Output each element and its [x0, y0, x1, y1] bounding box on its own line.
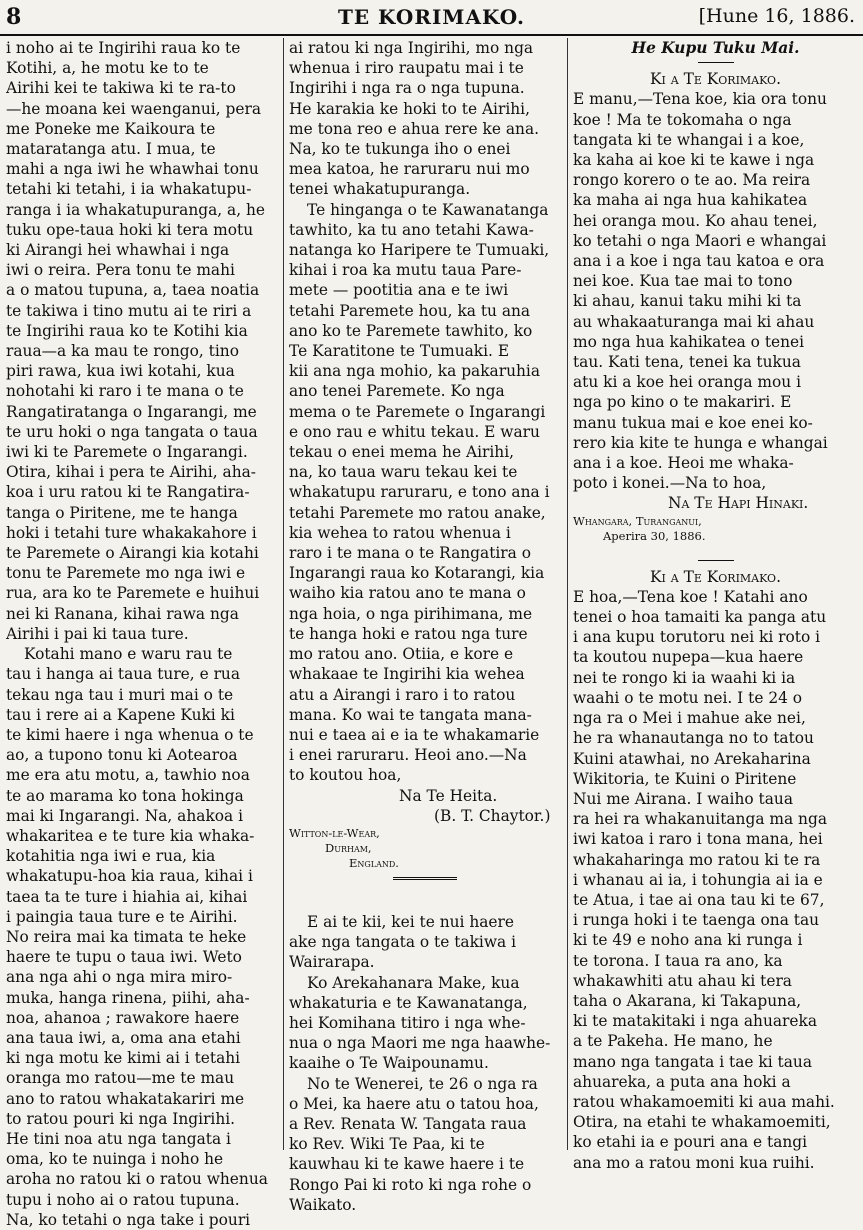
text-line: ano to ratou whakatakariri me: [6, 1089, 245, 1108]
letter-place: Whangara, Turanganui,: [573, 513, 702, 528]
text-line: ana i a koe. Heoi me whaka-: [573, 454, 794, 473]
column-divider: [567, 38, 568, 1150]
letter-addressee: Ki a Te Korimako.: [650, 567, 781, 586]
text-line: tetahi ki tetahi, i ia whakatupu-: [6, 180, 252, 199]
text-line: nei te rongo ki ia waahi ki ia: [573, 668, 796, 687]
text-line: ka kaha ai koe ki te kawe i nga: [573, 151, 815, 170]
text-line: ake nga tangata o te takiwa i: [289, 933, 517, 952]
text-line: noa, ahanoa ; rawakore haere: [6, 1008, 240, 1027]
text-line: Otira, kihai i pera te Airihi, aha-: [6, 463, 256, 482]
signature-fullname: (B. T. Chaytor.): [434, 806, 551, 825]
text-line: Kotahi mano e waru rau te: [24, 645, 233, 664]
short-rule: [698, 560, 734, 561]
letter-body: [573, 587, 858, 1173]
text-line: te torona. I taua ra ano, ka: [573, 951, 783, 970]
text-line: ra hei ra whakanuitanga ma nga: [573, 810, 827, 829]
text-line: atu ki a koe hei oranga mou i: [573, 373, 802, 392]
text-line: ai ratou ki nga Ingirihi, mo nga: [289, 39, 534, 57]
text-line: a o matou tupuna, a, taea noatia: [6, 281, 260, 300]
text-line: mahi a nga iwi he whawhai tonu: [6, 160, 259, 179]
text-line: mataratanga atu. I mua, te: [6, 140, 216, 159]
text-line: tenei whakatupuranga.: [289, 180, 471, 199]
text-line: whakaharinga mo ratou ki te ra: [573, 850, 821, 869]
text-line: tawhito, ka tu ano tetahi Kawa-: [289, 220, 534, 239]
text-line: —he moana kei waenganui, pera: [6, 99, 261, 118]
text-line: nga hoia, o nga pirihimana, me: [289, 604, 533, 623]
text-line: ki Airangi hei whawhai i nga: [6, 241, 230, 260]
text-line: Ingarangi raua ko Kotarangi, kia: [289, 564, 545, 583]
letter-date: Aperira 30, 1886.: [603, 528, 706, 543]
text-line: Na, ko tetahi o nga take i pouri: [6, 1210, 251, 1229]
text-line: tau i rere ai a Kapene Kuki ki: [6, 705, 235, 724]
column-divider: [283, 38, 284, 1150]
text-line: taea ta te ture i hiahia ai, kihai: [6, 887, 248, 906]
text-line: ko etahi ia e pouri ana e tangi: [573, 1133, 808, 1152]
text-line: ana mo a ratou moni kua ruihi.: [573, 1153, 815, 1172]
text-line: rero kia kite te hunga e whangai: [573, 433, 828, 452]
text-line: ki nga motu ke kimi ai i tetahi: [6, 1049, 241, 1068]
page-header: [0, 0, 863, 34]
text-line: ko tetahi o nga Maori e whangai: [573, 231, 827, 250]
text-line: te kimi haere i nga whenua o te: [6, 725, 254, 744]
text-line: tau i hanga ai taua ture, e rua: [6, 665, 241, 684]
text-line: whakaritea e te ture kia whaka-: [6, 826, 255, 845]
text-line: ana taua iwi, a, oma ana etahi: [6, 1028, 241, 1047]
text-line: te Atua, i tae ai ona tau ki te 67,: [573, 890, 825, 909]
text-line: ano ko te Paremete tawhito, ko: [289, 321, 533, 340]
text-line: iwi katoa i raro i tona mana, hei: [573, 830, 823, 849]
letter-body: [573, 89, 858, 493]
text-line: Airihi kei te takiwa ki te ra-to: [6, 79, 236, 98]
text-line: ranga i ia whakatupuranga, a, he: [6, 200, 266, 219]
text-line: i noho ai te Ingirihi raua ko te: [6, 39, 241, 57]
text-line: manu tukua mai e koe enei ko-: [573, 413, 813, 432]
text-line: No reira mai ka timata te heke: [6, 927, 247, 946]
paragraph: [289, 973, 561, 1074]
text-line: haere te tupu o taua iwi. Weto: [6, 948, 242, 967]
text-line: he ra whanautanga no to tatou: [573, 729, 814, 748]
text-line: kii ana nga mohio, ka pakaruhia: [289, 362, 540, 381]
text-line: Airihi i pai ki taua ture.: [6, 624, 189, 643]
text-line: rua, ara ko te Paremete e huihui: [6, 584, 260, 603]
text-line: me tona reo e ahua rere ke ana.: [289, 119, 540, 138]
text-line: whakaturia e te Kawanatanga,: [289, 993, 528, 1012]
text-line: me era atu motu, a, tawhio noa: [6, 766, 250, 785]
text-line: He karakia ke hoki to te Airihi,: [289, 99, 530, 118]
text-line: whakaae te Ingirihi kia wehea: [289, 665, 525, 684]
signature-name: Na Te Heita.: [399, 786, 498, 805]
text-line: E manu,—Tena koe, kia ora tonu: [573, 90, 827, 109]
text-line: i ana kupu torutoru nei ki roto i: [573, 628, 821, 647]
text-line: ana i a koe i nga tau katoa e ora: [573, 252, 825, 271]
text-line: tekau o enei mema he Airihi,: [289, 443, 515, 462]
paragraph: [289, 200, 561, 786]
text-line: hei Komihana titiro i nga whe-: [289, 1013, 526, 1032]
text-line: rongo korero o te ao. Ma reira: [573, 171, 811, 190]
text-line: mete — pootitia ana e te iwi: [289, 281, 509, 300]
section-heading: He Kupu Tuku Mai.: [631, 39, 800, 57]
text-line: e ono rau e whitu tekau. E waru: [289, 422, 540, 441]
text-line: E ai te kii, kei te nui haere: [307, 912, 514, 931]
text-line: nua o nga Maori me nga haawhe-: [289, 1034, 551, 1053]
place-line: Witton-le-Wear,: [289, 825, 380, 840]
text-line: whakatupu raruraru, e tono ana i: [289, 483, 550, 502]
text-line: ki te matakitaki i nga ahuareka: [573, 1012, 817, 1031]
text-line: koe ! Ma te tokomaha o nga: [573, 110, 792, 129]
paragraph: [289, 912, 561, 973]
text-line: te Paremete o Airangi kia kotahi: [6, 544, 259, 563]
text-line: piri rawa, kua iwi kotahi, kua: [6, 362, 235, 381]
text-line: ahuareka, a puta ana hoki a: [573, 1072, 791, 1091]
text-line: tanga o Piritene, me te hanga: [6, 503, 238, 522]
text-line: tetahi Paremete hou, ka tu ana: [289, 301, 531, 320]
text-line: natanga ko Haripere te Tumuaki,: [289, 241, 550, 260]
text-line: muka, hanga rinena, piihi, aha-: [6, 988, 250, 1007]
text-line: i runga hoki i te taenga ona tau: [573, 911, 820, 930]
text-line: nui e taea ai e ia te whakamarie: [289, 725, 540, 744]
text-line: Wairarapa.: [289, 953, 375, 972]
letter-signature: Na Te Hapi Hinaki.: [668, 494, 809, 513]
text-line: ki ahau, kanui taku mihi ki ta: [573, 292, 802, 311]
text-line: tuku ope-taua hoki ki tera motu: [6, 220, 254, 239]
text-line: mea katoa, he raruraru nui mo: [289, 160, 530, 179]
column-2: [289, 38, 561, 1215]
text-line: te takiwa i tino mutu ai te riri a: [6, 301, 252, 320]
issue-date: [Hune 16, 1886.: [698, 5, 855, 27]
text-line: Te Karatitone te Tumuaki. E: [289, 342, 510, 361]
text-line: Otira, na etahi te whakamoemiti,: [573, 1113, 831, 1132]
text-line: mo nga hua kahikatea o tenei: [573, 332, 805, 351]
text-line: Kuini atawhai, no Arekaharina: [573, 749, 811, 768]
text-line: Te hinganga o te Kawanatanga: [307, 200, 549, 219]
text-line: mano nga tangata i tae ki taua: [573, 1052, 812, 1071]
column-3: [573, 38, 858, 1173]
text-line: koa i uru ratou ki te Rangatira-: [6, 483, 250, 502]
page-number: 8: [6, 4, 22, 30]
text-line: nei ki Ranana, kihai rawa nga: [6, 604, 239, 623]
text-line: a Rev. Renata W. Tangata raua: [289, 1114, 527, 1133]
text-line: kaaihe o Te Waipounamu.: [289, 1054, 489, 1073]
text-line: tekau nga tau i muri mai o te: [6, 685, 234, 704]
text-line: te ao marama ko tona hokinga: [6, 786, 244, 805]
text-line: ratou whakamoemiti ki aua mahi.: [573, 1092, 835, 1111]
text-line: mema o te Paremete o Ingarangi: [289, 402, 546, 421]
text-line: ana nga ahi o nga mira miro-: [6, 968, 233, 987]
text-line: to koutou hoa,: [289, 766, 402, 785]
newspaper-title: TE KORIMAKO.: [337, 5, 526, 29]
text-line: whakatupu-hoa kia raua, kihai i: [6, 867, 253, 886]
paragraph: [289, 38, 561, 200]
paragraph: [6, 644, 278, 1230]
place-line: England.: [349, 855, 399, 870]
text-line: aroha no ratou ki o ratou whenua: [6, 1170, 268, 1189]
text-line: kia wehea to ratou whenua i: [289, 523, 511, 542]
text-line: atu a Airangi i raro i to ratou: [289, 685, 516, 704]
paragraph: [6, 38, 278, 644]
text-line: Ko Arekahanara Make, kua: [307, 973, 520, 992]
text-line: Rongo Pai ki roto ki nga rohe o: [289, 1175, 532, 1194]
column-1: [6, 38, 278, 1230]
text-line: tau. Kati tena, tenei ka tukua: [573, 353, 801, 372]
decorative-rule: [393, 877, 457, 880]
text-line: te hanga hoki e ratou nga ture: [289, 624, 528, 643]
text-line: me Poneke me Kaikoura te: [6, 119, 216, 138]
text-line: te uru hoki o nga tangata o taua: [6, 422, 258, 441]
text-line: kauwhau ki te kawe haere i te: [289, 1155, 525, 1174]
text-line: to ratou pouri ki nga Ingirihi.: [6, 1109, 236, 1128]
short-rule: [698, 62, 734, 63]
paragraph: [289, 1074, 561, 1215]
text-line: tupu i noho ai o ratou tupuna.: [6, 1190, 240, 1209]
text-line: tangata ki te whangai i a koe,: [573, 130, 805, 149]
text-line: au whakaaturanga mai ki ahau: [573, 312, 815, 331]
text-line: tenei o hoa tamaiti ka panga atu: [573, 608, 827, 627]
text-line: hei oranga mou. Ko ahau tenei,: [573, 211, 818, 230]
text-line: Waikato.: [289, 1195, 357, 1214]
text-line: a te Pakeha. He mano, he: [573, 1032, 773, 1051]
text-line: Ingirihi i nga ra o nga tupuna.: [289, 79, 525, 98]
text-line: te Ingirihi raua ko te Kotihi kia: [6, 321, 248, 340]
text-line: nga ra o Mei i mahue ake nei,: [573, 709, 806, 728]
text-line: nei koe. Kua tae mai to tono: [573, 272, 793, 291]
text-line: kihai i roa ka mutu taua Pare-: [289, 261, 522, 280]
text-line: iwi o reira. Pera tonu te mahi: [6, 261, 235, 280]
text-line: i whanau ai ia, i tohungia ai ia e: [573, 870, 823, 889]
text-line: He tini noa atu nga tangata i: [6, 1129, 231, 1148]
text-line: ki te 49 e noho ana ki runga i: [573, 931, 803, 950]
text-line: E hoa,—Tena koe ! Katahi ano: [573, 587, 808, 606]
text-line: i paingia taua ture e te Airihi.: [6, 907, 238, 926]
text-line: ao, a tupono tonu ki Aotearoa: [6, 746, 238, 765]
text-line: Nui me Airana. I waiho taua: [573, 789, 793, 808]
text-line: Kotihi, a, he motu ke to te: [6, 59, 209, 78]
text-line: ko Rev. Wiki Te Paa, ki te: [289, 1135, 485, 1154]
text-line: ano tenei Paremete. Ko nga: [289, 382, 505, 401]
text-line: raua—a ka mau te rongo, tino: [6, 342, 239, 361]
text-line: No te Wenerei, te 26 o nga ra: [307, 1074, 538, 1093]
text-line: Wikitoria, te Kuini o Piritene: [573, 769, 797, 788]
text-line: raro i te mana o te Rangatira o: [289, 544, 531, 563]
text-line: taha o Akarana, ki Takapuna,: [573, 991, 802, 1010]
letter-addressee: Ki a Te Korimako.: [650, 70, 781, 89]
text-line: oma, ko te nuinga i noho he: [6, 1150, 224, 1169]
text-line: Na, ko te tukunga iho o enei: [289, 140, 511, 159]
header-rule: [0, 34, 863, 36]
text-line: ta koutou nupepa—kua haere: [573, 648, 804, 667]
text-line: iwi ki te Paremete o Ingarangi.: [6, 443, 248, 462]
text-line: nohotahi ki raro i te mana o te: [6, 382, 244, 401]
text-line: tetahi Paremete mo ratou anake,: [289, 503, 546, 522]
text-line: o Mei, ka haere atu o tatou hoa,: [289, 1094, 539, 1113]
place-line: Durham,: [325, 840, 372, 855]
text-line: oranga mo ratou—me te mau: [6, 1069, 235, 1088]
text-line: waiho kia ratou ano te mana o: [289, 584, 526, 603]
text-line: na, ko taua waru tekau kei te: [289, 463, 518, 482]
text-line: i enei raruraru. Heoi ano.—Na: [289, 746, 527, 765]
text-line: hoki i tetahi ture whakakahore i: [6, 523, 257, 542]
text-line: mai ki Ingarangi. Na, ahakoa i: [6, 806, 244, 825]
text-line: Rangatiratanga o Ingarangi, me: [6, 402, 257, 421]
text-line: waahi o te motu nei. I te 24 o: [573, 688, 803, 707]
text-line: ka maha ai nga hua kahikatea: [573, 191, 808, 210]
text-line: mo ratou ano. Otiia, e kore e: [289, 645, 514, 664]
text-line: whenua i riro raupatu mai i te: [289, 59, 524, 78]
text-line: poto i konei.—Na to hoa,: [573, 474, 767, 493]
text-line: kotahitia nga iwi e rua, kia: [6, 847, 216, 866]
text-line: whakawhiti atu ahau ki tera: [573, 971, 792, 990]
text-line: tonu te Paremete mo nga iwi e: [6, 564, 246, 583]
text-line: mana. Ko wai te tangata mana-: [289, 705, 532, 724]
text-line: nga po kino o te makariri. E: [573, 393, 792, 412]
